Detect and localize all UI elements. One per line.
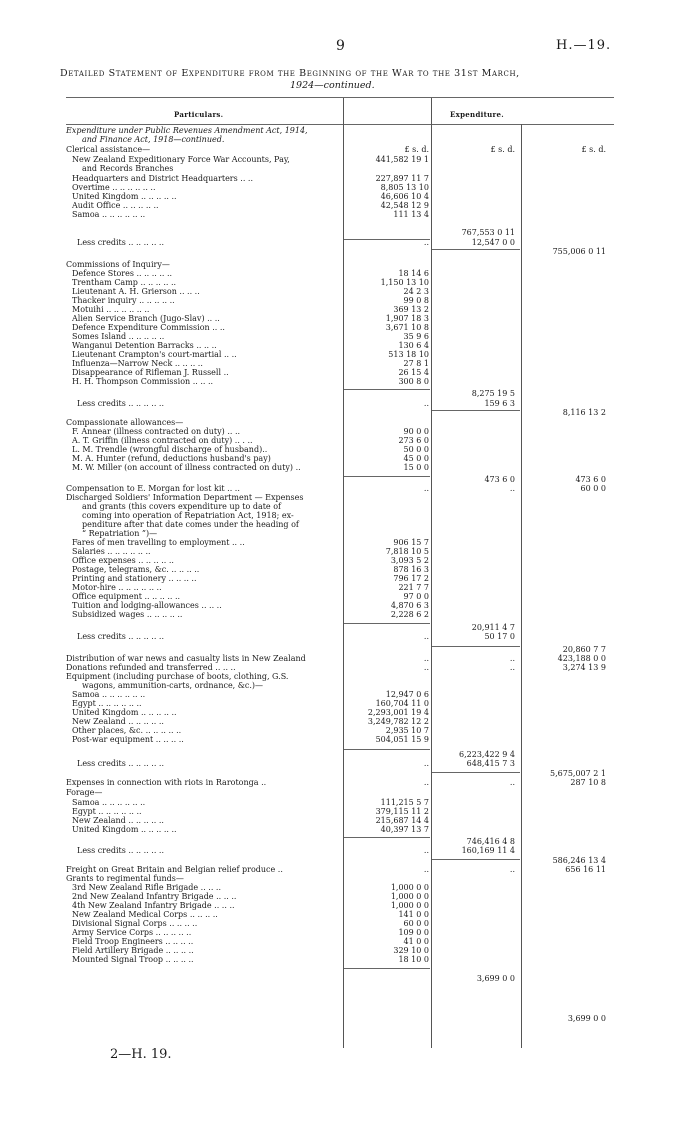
row-label: United Kingdom .. .. .. .. .. [72, 708, 177, 717]
amount-cell: 18 14 6 [398, 269, 429, 278]
subtotal-cell: 50 17 0 [484, 632, 515, 641]
row-label: New Zealand .. .. .. .. .. [72, 816, 164, 825]
amount-cell: 35 9 6 [403, 332, 429, 341]
row-label: Expenditure under Public Revenues Amendment Act, 1914, [66, 126, 308, 135]
table-row [0, 247, 700, 256]
row-label: Less credits .. .. .. .. .. [77, 846, 164, 855]
amount-cell: 90 0 0 [403, 427, 429, 436]
table-row [0, 399, 700, 408]
row-label: Defence Stores .. .. .. .. .. [72, 269, 173, 278]
total-cell: 287 10 8 [570, 778, 606, 787]
amount-cell: 99 0 8 [403, 296, 429, 305]
row-label: Freight on Great Britain and Belgian relief produce .. [66, 865, 283, 874]
row-label: and Records Branches [82, 164, 174, 173]
table-row [0, 238, 700, 247]
amount-cell: .. [423, 865, 429, 874]
amount-cell: 141 0 0 [398, 910, 429, 919]
amount-cell: 369 13 2 [393, 305, 429, 314]
amount-cell: 7,818 10 5 [385, 547, 429, 556]
row-label: Less credits .. .. .. .. .. [77, 238, 164, 247]
total-cell: £ s. d. [581, 145, 606, 154]
amount-cell: 906 15 7 [393, 538, 429, 547]
table-row [0, 323, 700, 332]
amount-cell: 2,935 10 7 [385, 726, 429, 735]
table-row [0, 788, 700, 797]
total-cell: 586,246 13 4 [552, 856, 606, 865]
amount-cell: 160,704 11 0 [375, 699, 429, 708]
row-label: Commissions of Inquiry— [66, 260, 170, 269]
amount-cell: 40,397 13 7 [380, 825, 429, 834]
amount-cell: .. [423, 484, 429, 493]
table-row [0, 645, 700, 654]
amount-cell: 796 17 2 [393, 574, 429, 583]
row-label: Subsidized wages .. .. .. .. .. [72, 610, 183, 619]
row-label: wagons, ammunition-carts, ordnance, &c.)— [82, 681, 264, 690]
table-row [0, 436, 700, 445]
row-label: Somes Island .. .. .. .. .. [72, 332, 165, 341]
table-row [0, 287, 700, 296]
row-label: Discharged Soldiers' Information Department — Expenses [66, 493, 304, 502]
total-cell: 60 0 0 [580, 484, 606, 493]
row-label: Egypt .. .. .. .. .. .. [72, 699, 142, 708]
table-row [0, 126, 700, 135]
row-label: Audit Office .. .. .. .. .. [72, 201, 159, 210]
amount-cell: 111 13 4 [393, 210, 429, 219]
row-label: Grants to regimental funds— [66, 874, 184, 883]
table-row [0, 278, 700, 287]
amount-cell: 3,249,782 12 2 [367, 717, 429, 726]
row-label: Compensation to E. Morgan for lost kit .. .. [66, 484, 240, 493]
row-label: Lieutenant A. H. Grierson .. .. .. [72, 287, 200, 296]
row-label: Headquarters and District Headquarters .. .. [72, 174, 253, 183]
row-label: coming into operation of Repatriation Act, 1918; ex- [82, 511, 294, 520]
amount-cell: 60 0 0 [403, 919, 429, 928]
table-row [0, 260, 700, 269]
row-label: Overtime .. .. .. .. .. .. [72, 183, 156, 192]
row-label: H. H. Thompson Commission .. .. .. [72, 377, 214, 386]
subtotal-cell: 767,553 0 11 [461, 228, 515, 237]
row-label: Disappearance of Rifleman J. Russell .. [72, 368, 229, 377]
amount-cell: 1,000 0 0 [390, 892, 429, 901]
table-row [0, 717, 700, 726]
table-row [0, 192, 700, 201]
amount-cell: 45 0 0 [403, 454, 429, 463]
amount-cell: 2,228 6 2 [390, 610, 429, 619]
row-label: New Zealand Medical Corps .. .. .. .. [72, 910, 218, 919]
row-label: Post-war equipment .. .. .. .. [72, 735, 184, 744]
table-row [0, 769, 700, 778]
subtotal-cell: 12,547 0 0 [471, 238, 515, 247]
row-label: Trentham Camp .. .. .. .. .. [72, 278, 177, 287]
table-row [0, 708, 700, 717]
table-row [0, 296, 700, 305]
table-row [0, 798, 700, 807]
table-row [0, 454, 700, 463]
table-row [0, 901, 700, 910]
row-label: Salaries .. .. .. .. .. .. [72, 547, 151, 556]
subtotal-cell: 3,699 0 0 [476, 974, 515, 983]
row-label: Less credits .. .. .. .. .. [77, 399, 164, 408]
row-label: Army Service Corps .. .. .. .. .. [72, 928, 192, 937]
expenditure-header: Expenditure. [450, 110, 505, 119]
table-row [0, 892, 700, 901]
subtotal-cell: 473 6 0 [484, 475, 515, 484]
table-row [0, 623, 700, 632]
table-row [0, 269, 700, 278]
table-row [0, 368, 700, 377]
amount-cell: .. [423, 632, 429, 641]
row-label: New Zealand .. .. .. .. .. [72, 717, 164, 726]
table-row [0, 135, 700, 144]
total-cell: 8,116 13 2 [562, 408, 606, 417]
table-row [0, 583, 700, 592]
row-label: Compassionate allowances— [66, 418, 184, 427]
row-label: Samoa .. .. .. .. .. .. [72, 798, 146, 807]
amount-cell: 2,293,001 19 4 [367, 708, 429, 717]
amount-cell: 300 8 0 [398, 377, 429, 386]
table-row [0, 910, 700, 919]
table-row [0, 928, 700, 937]
table-row [0, 565, 700, 574]
row-label: Alien Service Branch (Jugo-Slav) .. .. [72, 314, 220, 323]
total-cell: 656 16 11 [565, 865, 606, 874]
amount-cell: £ s. d. [404, 145, 429, 154]
subtotal-cell: £ s. d. [490, 145, 515, 154]
subtotal-cell: 20,911 4 7 [471, 623, 515, 632]
table-row [0, 511, 700, 520]
table-row [0, 389, 700, 398]
row-label: F. Annear (illness contracted on duty) .. .. [72, 427, 241, 436]
table-row [0, 865, 700, 874]
amount-cell: .. [423, 759, 429, 768]
row-label: Postage, telegrams, &c. .. .. .. .. [72, 565, 200, 574]
row-label: Mounted Signal Troop .. .. .. .. [72, 955, 194, 964]
row-label: Equipment (including purchase of boots, clothing, G.S. [66, 672, 289, 681]
row-label: Egypt .. .. .. .. .. .. [72, 807, 142, 816]
amount-cell: .. [423, 399, 429, 408]
row-label: New Zealand Expeditionary Force War Accounts, Pay, [72, 155, 290, 164]
table-row [0, 601, 700, 610]
table-row [0, 632, 700, 641]
table-row [0, 484, 700, 493]
row-label: Clerical assistance— [66, 145, 151, 154]
amount-cell: .. [423, 654, 429, 663]
row-label: Samoa .. .. .. .. .. .. [72, 210, 146, 219]
amount-cell: 513 18 10 [388, 350, 429, 359]
table-row [0, 654, 700, 663]
table-row [0, 359, 700, 368]
total-cell: 3,274 13 9 [562, 663, 606, 672]
amount-cell: 273 6 0 [398, 436, 429, 445]
row-label: Less credits .. .. .. .. .. [77, 759, 164, 768]
amount-cell: .. [423, 238, 429, 247]
table-row [0, 427, 700, 436]
total-cell: 755,006 0 11 [552, 247, 606, 256]
row-label: M. W. Miller (on account of illness contracted on duty) .. [72, 463, 301, 472]
row-label: Divisional Signal Corps .. .. .. .. [72, 919, 198, 928]
amount-cell: 12,947 0 6 [385, 690, 429, 699]
footer-reference: 2—H. 19. [110, 1047, 172, 1062]
amount-cell: .. [423, 778, 429, 787]
amount-cell: 504,051 15 9 [375, 735, 429, 744]
table-row [0, 350, 700, 359]
table-row [0, 377, 700, 386]
row-label: Donations refunded and transferred .. .. .. [66, 663, 236, 672]
table-row [0, 690, 700, 699]
subtotal-cell: 746,416 4 8 [466, 837, 515, 846]
table-row [0, 735, 700, 744]
table-row [0, 475, 700, 484]
total-cell: 473 6 0 [575, 475, 606, 484]
subtotal-cell: .. [509, 865, 515, 874]
row-label: Wanganui Detention Barracks .. .. .. [72, 341, 217, 350]
subtotal-cell: 648,415 7 3 [466, 759, 515, 768]
table-row [0, 672, 700, 681]
row-label: Office equipment .. .. .. .. .. [72, 592, 181, 601]
amount-cell: .. [423, 663, 429, 672]
row-label: Lieutenant Crampton's court-martial .. .. [72, 350, 237, 359]
subtotal-cell: .. [509, 654, 515, 663]
amount-cell: .. [423, 846, 429, 855]
table-row [0, 314, 700, 323]
table-row [0, 210, 700, 219]
amount-cell: 379,115 11 2 [375, 807, 429, 816]
table-row [0, 874, 700, 883]
row-label: 4th New Zealand Infantry Brigade .. .. .. [72, 901, 235, 910]
total-cell: 20,860 7 7 [562, 645, 606, 654]
row-label: Other places, &c. .. .. .. .. .. [72, 726, 182, 735]
table-row [0, 332, 700, 341]
table-row [0, 408, 700, 417]
table-row [0, 174, 700, 183]
row-label: Thacker inquiry .. .. .. .. .. [72, 296, 175, 305]
amount-cell: 3,671 10 8 [385, 323, 429, 332]
table-row [0, 556, 700, 565]
table-row [0, 418, 700, 427]
table-row [0, 825, 700, 834]
row-label: M. A. Hunter (refund, deductions husband's pay) [72, 454, 271, 463]
row-label: Field Troop Engineers .. .. .. .. [72, 937, 194, 946]
table-row [0, 681, 700, 690]
row-label: “ Repatriation ”)— [82, 529, 158, 538]
table-row [0, 445, 700, 454]
table-row [0, 529, 700, 538]
row-label: Tuition and lodging-allowances .. .. .. [72, 601, 222, 610]
row-label: 3rd New Zealand Rifle Brigade .. .. .. [72, 883, 221, 892]
table-row [0, 145, 700, 154]
row-label: Office expenses .. .. .. .. .. [72, 556, 174, 565]
amount-cell: 26 15 4 [398, 368, 429, 377]
amount-cell: 1,000 0 0 [390, 883, 429, 892]
total-cell: 3,699 0 0 [567, 1014, 606, 1023]
subtotal-cell: 6,223,422 9 4 [459, 750, 515, 759]
row-label: Influenza—Narrow Neck .. .. .. .. [72, 359, 203, 368]
table-row [0, 592, 700, 601]
particulars-header: Particulars. [174, 110, 224, 119]
table-row [0, 759, 700, 768]
row-label: Printing and stationery .. .. .. .. [72, 574, 197, 583]
row-label: Fares of men travelling to employment .. .. [72, 538, 245, 547]
subtotal-rule [344, 968, 430, 969]
row-label: United Kingdom .. .. .. .. .. [72, 192, 177, 201]
table-row [0, 883, 700, 892]
page-number: 9 [336, 38, 345, 54]
row-label: Motor-hire .. .. .. .. .. .. [72, 583, 162, 592]
table-row [0, 663, 700, 672]
subtotal-cell: .. [509, 484, 515, 493]
table-row [0, 750, 700, 759]
table-row [0, 305, 700, 314]
table-row [0, 778, 700, 787]
row-label: Forage— [66, 788, 103, 797]
subtotal-cell: .. [509, 663, 515, 672]
row-label: Samoa .. .. .. .. .. .. [72, 690, 146, 699]
row-label: 2nd New Zealand Infantry Brigade .. .. .. [72, 892, 237, 901]
subtotal-cell: 8,275 19 5 [471, 389, 515, 398]
amount-cell: 221 7 7 [398, 583, 429, 592]
amount-cell: 1,907 18 3 [385, 314, 429, 323]
table-row [0, 937, 700, 946]
amount-cell: 8,805 13 10 [380, 183, 429, 192]
table-row [0, 846, 700, 855]
amount-cell: 42,548 12 9 [380, 201, 429, 210]
amount-cell: 97 0 0 [403, 592, 429, 601]
subtotal-cell: 159 6 3 [484, 399, 515, 408]
row-label: Less credits .. .. .. .. .. [77, 632, 164, 641]
table-row [0, 974, 700, 983]
table-row [0, 1014, 700, 1023]
row-label: A. T. Griffin (illness contracted on duty) .. . .. [72, 436, 253, 445]
table-row [0, 463, 700, 472]
row-label: Expenses in connection with riots in Rarotonga .. [66, 778, 267, 787]
table-row [0, 837, 700, 846]
document-reference: H.—19. [556, 38, 612, 53]
amount-cell: 878 16 3 [393, 565, 429, 574]
subtotal-cell: 160,169 11 4 [461, 846, 515, 855]
amount-cell: 130 6 4 [398, 341, 429, 350]
table-row [0, 547, 700, 556]
amount-cell: 109 0 0 [398, 928, 429, 937]
amount-cell: 41 0 0 [403, 937, 429, 946]
amount-cell: 46,606 10 4 [380, 192, 429, 201]
table-row [0, 610, 700, 619]
row-label: United Kingdom .. .. .. .. .. [72, 825, 177, 834]
total-cell: 5,675,007 2 1 [550, 769, 606, 778]
row-label: Motuihi .. .. .. .. .. .. [72, 305, 150, 314]
table-row [0, 574, 700, 583]
row-label: and Finance Act, 1918—continued. [82, 135, 225, 144]
row-label: and grants (this covers expenditure up to date of [82, 502, 281, 511]
amount-cell: 24 2 3 [403, 287, 429, 296]
table-row [0, 520, 700, 529]
row-label: penditure after that date comes under the heading of [82, 520, 299, 529]
header-rule-bottom [66, 124, 614, 125]
row-label: Field Artillery Brigade .. .. .. .. [72, 946, 194, 955]
table-row [0, 726, 700, 735]
amount-cell: 27 8 1 [403, 359, 429, 368]
row-label: Distribution of war news and casualty lists in New Zealand [66, 654, 306, 663]
statement-title: Detailed Statement of Expenditure from the Beginning of the War to the 31st March, [60, 68, 520, 79]
table-row [0, 201, 700, 210]
table-row [0, 946, 700, 955]
amount-cell: 215,687 14 4 [375, 816, 429, 825]
table-row [0, 807, 700, 816]
amount-cell: 50 0 0 [403, 445, 429, 454]
table-row [0, 699, 700, 708]
amount-cell: 1,150 13 10 [380, 278, 429, 287]
table-row [0, 183, 700, 192]
amount-cell: 227,897 11 7 [375, 174, 429, 183]
row-label: L. M. Trendle (wrongful discharge of husband).. [72, 445, 268, 454]
amount-cell: 4,870 6 3 [390, 601, 429, 610]
total-cell: 423,188 0 0 [557, 654, 606, 663]
table-row [0, 341, 700, 350]
table-row [0, 493, 700, 502]
row-label: Defence Expenditure Commission .. .. [72, 323, 225, 332]
table-row [0, 155, 700, 164]
table-row [0, 164, 700, 173]
amount-cell: 329 10 0 [393, 946, 429, 955]
amount-cell: 441,582 19 1 [375, 155, 429, 164]
subtotal-cell: .. [509, 778, 515, 787]
amount-cell: 111,215 5 7 [380, 798, 429, 807]
amount-cell: 1,000 0 0 [390, 901, 429, 910]
table-row [0, 228, 700, 237]
table-row [0, 856, 700, 865]
statement-title-continued: 1924—continued. [290, 80, 375, 91]
table-row [0, 538, 700, 547]
amount-cell: 15 0 0 [403, 463, 429, 472]
table-row [0, 919, 700, 928]
table-row [0, 502, 700, 511]
table-row [0, 816, 700, 825]
table-row [0, 955, 700, 964]
header-rule-top [66, 97, 614, 98]
amount-cell: 18 10 0 [398, 955, 429, 964]
amount-cell: 3,093 5 2 [390, 556, 429, 565]
